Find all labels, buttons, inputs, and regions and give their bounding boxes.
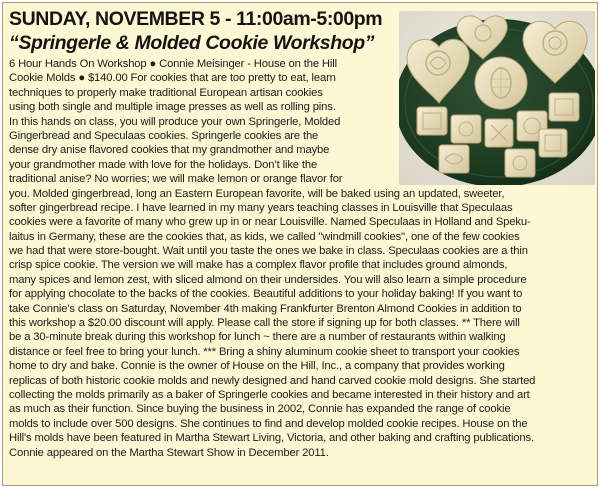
description-line: molds to include over 500 designs. She continues to find and develop molded cookie recipes. House on the xyxy=(9,417,528,430)
description-line: traditional anise? No worries; we will make lemon or orange flavor for xyxy=(9,173,343,186)
description-line: many spices and lemon zest, with sliced almond on their undersides. You will also learn a simple procedure xyxy=(9,273,527,286)
description-line: Gingerbread and Speculaas cookies. Springerle cookies are the xyxy=(9,129,319,142)
workshop-description xyxy=(9,57,593,460)
description-line: as much as their function. Since buying the business in 2002, Connie has expanded the range of cookie xyxy=(9,403,511,416)
description-line: Cookie Molds ● $140.00 For cookies that are too pretty to eat, learn xyxy=(9,72,336,85)
description-line: 6 Hour Hands On Workshop ● Connie Meisinger - House on the Hill xyxy=(9,58,337,70)
description-line: dense dry anise flavored cookies that my grandmother and maybe xyxy=(9,144,330,157)
description-line: distance or feel free to bring your lunch. *** Bring a shiny aluminum cookie sheet to transport your cookies xyxy=(9,345,520,358)
description-line: be a 30-minute break during this workshop for lunch ~ there are a number of restaurants within walking xyxy=(9,331,506,344)
description-line: techniques to properly make traditional European artisan cookies xyxy=(9,86,323,99)
description-line: In this hands on class, you will produce your own Springerle, Molded xyxy=(9,115,341,128)
description-line: cookies were a favorite of many who grew up in or near Louisville. Named Speculaas in Holland and Speku- xyxy=(9,216,531,229)
description-line: collecting the molds primarily as a baker of Springerle cookies and became interested in their history and art xyxy=(9,388,530,401)
event-date-heading: SUNDAY, NOVEMBER 5 - 11:00am-5:00pm xyxy=(9,8,383,30)
description-line: we had that were store-bought. Wait until you taste the ones we bake in class. Speculaas cookies are a thin xyxy=(9,245,528,258)
description-line: crisp spice cookie. The version we will make has a complex flavor profile that includes ground almonds, xyxy=(9,259,508,272)
description-line: home to dry and bake. Connie is the owner of House on the Hill, Inc., a company that provides working xyxy=(9,360,505,373)
description-line: replicas of both historic cookie molds and newly designed and hand carved cookie mold designs. She started xyxy=(9,374,536,387)
description-line: Hill's molds have been featured in Martha Stewart Living, Victoria, and other baking and crafting publications. xyxy=(9,432,534,445)
description-line: laitus in Germany, these are the cookies that, as kids, we called "windmill cookies", one of the few cookies xyxy=(9,230,520,243)
description-line: your grandmother made with love for the holidays. Don’t like the xyxy=(9,158,318,171)
workshop-title: “Springerle & Molded Cookie Workshop” xyxy=(9,32,375,54)
description-line: using both single and multiple image presses as well as rolling pins. xyxy=(9,101,336,114)
description-line: take Connie's class on Saturday, November 4th making Frankfurter Brenton Almond Cookies in addition to xyxy=(9,302,522,315)
description-line: for applying chocolate to the backs of the cookies. Beautiful additions to your holiday baking! If you want to xyxy=(9,288,523,301)
workshop-listing-card xyxy=(2,2,598,486)
description-line: Connie appeared on the Martha Stewart Show in December 2011. xyxy=(9,446,329,459)
description-line: you. Molded gingerbread, long an Eastern European favorite, will be baked using an updated, sweeter, xyxy=(9,187,505,200)
description-line: this workshop a $20.00 discount will apply. Please call the store if signing up for both classes. ** There will xyxy=(9,317,520,330)
description-line: softer gingerbread recipe. I have learned in my many years teaching classes in Louisville that Speculaas xyxy=(9,201,513,214)
